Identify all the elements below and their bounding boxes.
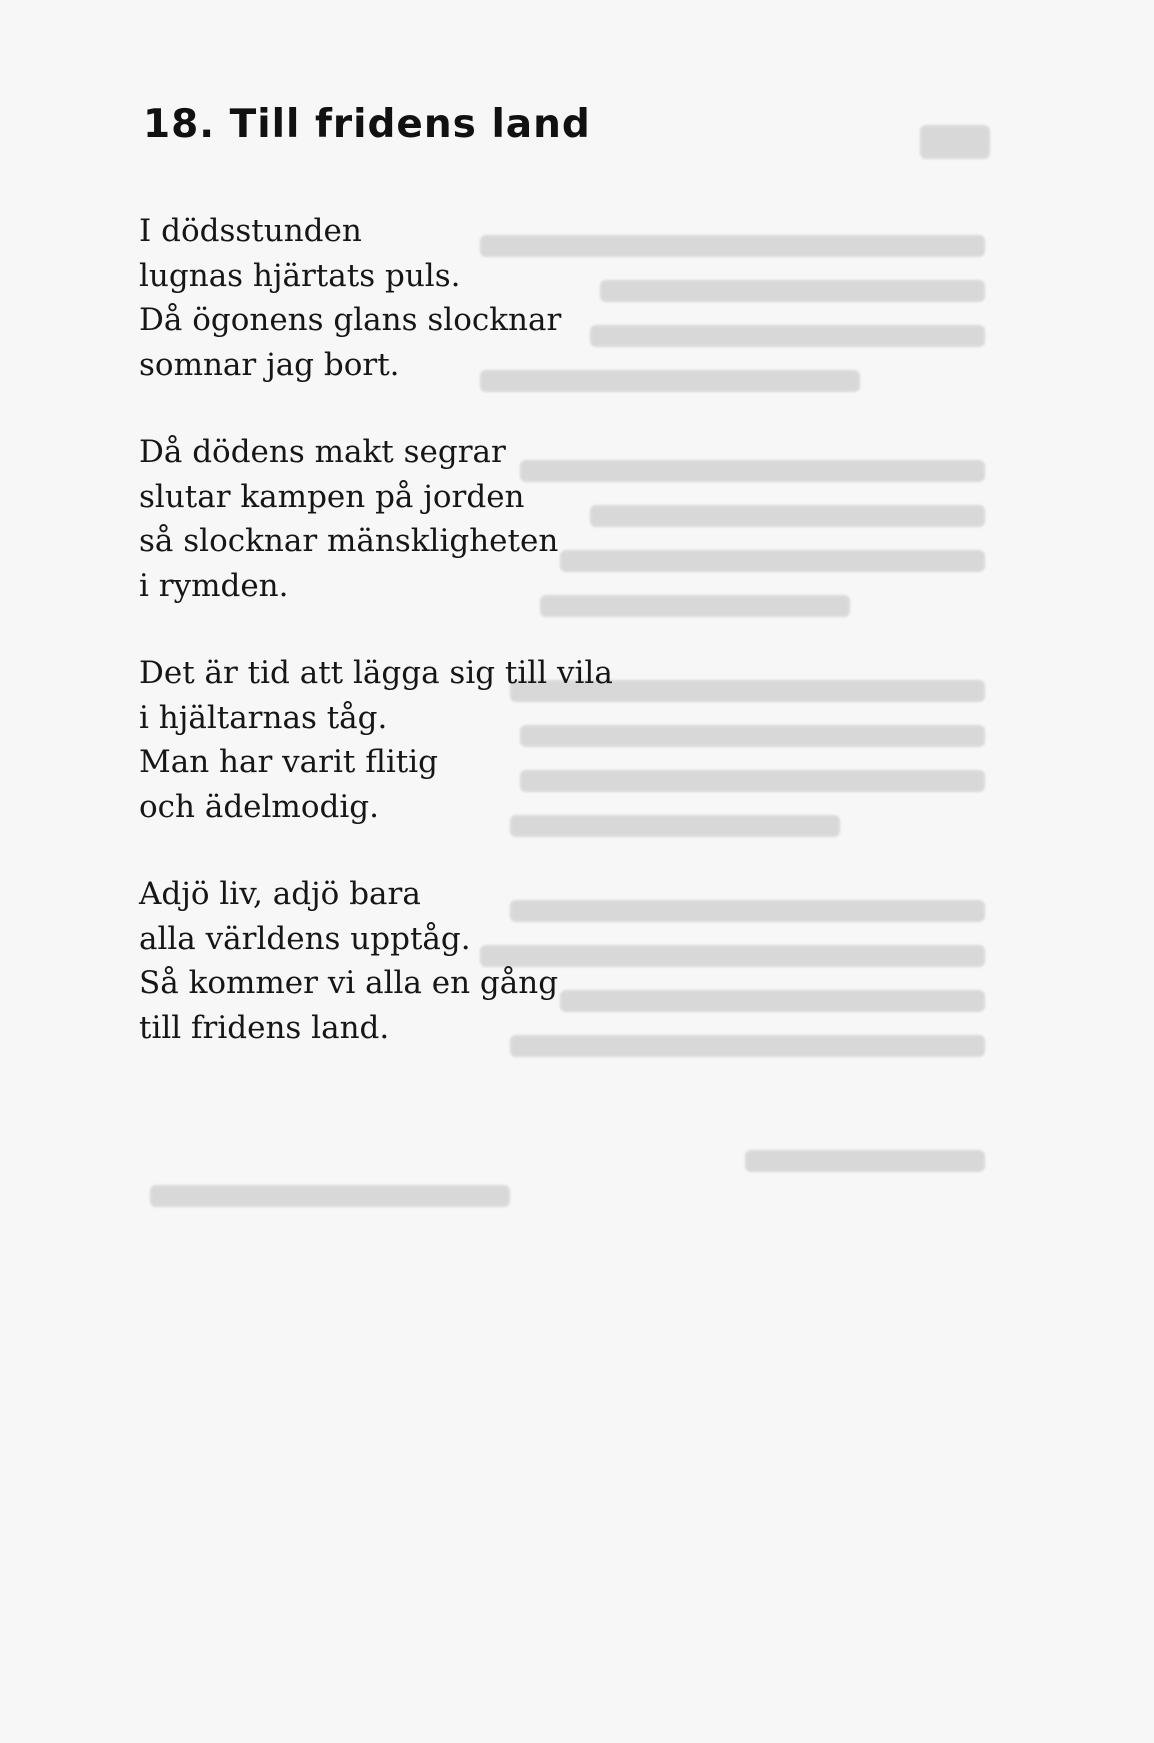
stanza-1 xyxy=(139,209,899,387)
poem-line: i hjältarnas tåg. xyxy=(139,699,388,736)
poem-line: Så kommer vi alla en gång xyxy=(139,965,559,1001)
poem-line: slutar kampen på jorden xyxy=(139,478,525,515)
poem-line: Adjö liv, adjö bara xyxy=(139,876,421,912)
stanza-3 xyxy=(139,651,899,829)
poem-body xyxy=(139,209,899,1093)
poem-title: 18. Till fridens land xyxy=(143,102,591,147)
stanza-4 xyxy=(139,872,899,1050)
poem-line: Då dödens makt segrar xyxy=(139,434,506,470)
poem-line: så slocknar mänskligheten xyxy=(139,523,559,559)
poem-line: till fridens land. xyxy=(139,1009,390,1046)
poem-line: lugnas hjärtats puls. xyxy=(139,257,461,294)
poem-line: Det är tid att lägga sig till vila xyxy=(139,655,613,691)
poem-line: I dödsstunden xyxy=(139,213,362,249)
poem-line: alla världens upptåg. xyxy=(139,920,471,957)
poem-line: i rymden. xyxy=(139,567,289,604)
poem-line: och ädelmodig. xyxy=(139,788,379,825)
poem-line: Man har varit flitig xyxy=(139,744,439,780)
poem-line: Då ögonens glans slocknar xyxy=(139,302,562,338)
stanza-2 xyxy=(139,430,899,608)
poem-line: somnar jag bort. xyxy=(139,346,400,383)
